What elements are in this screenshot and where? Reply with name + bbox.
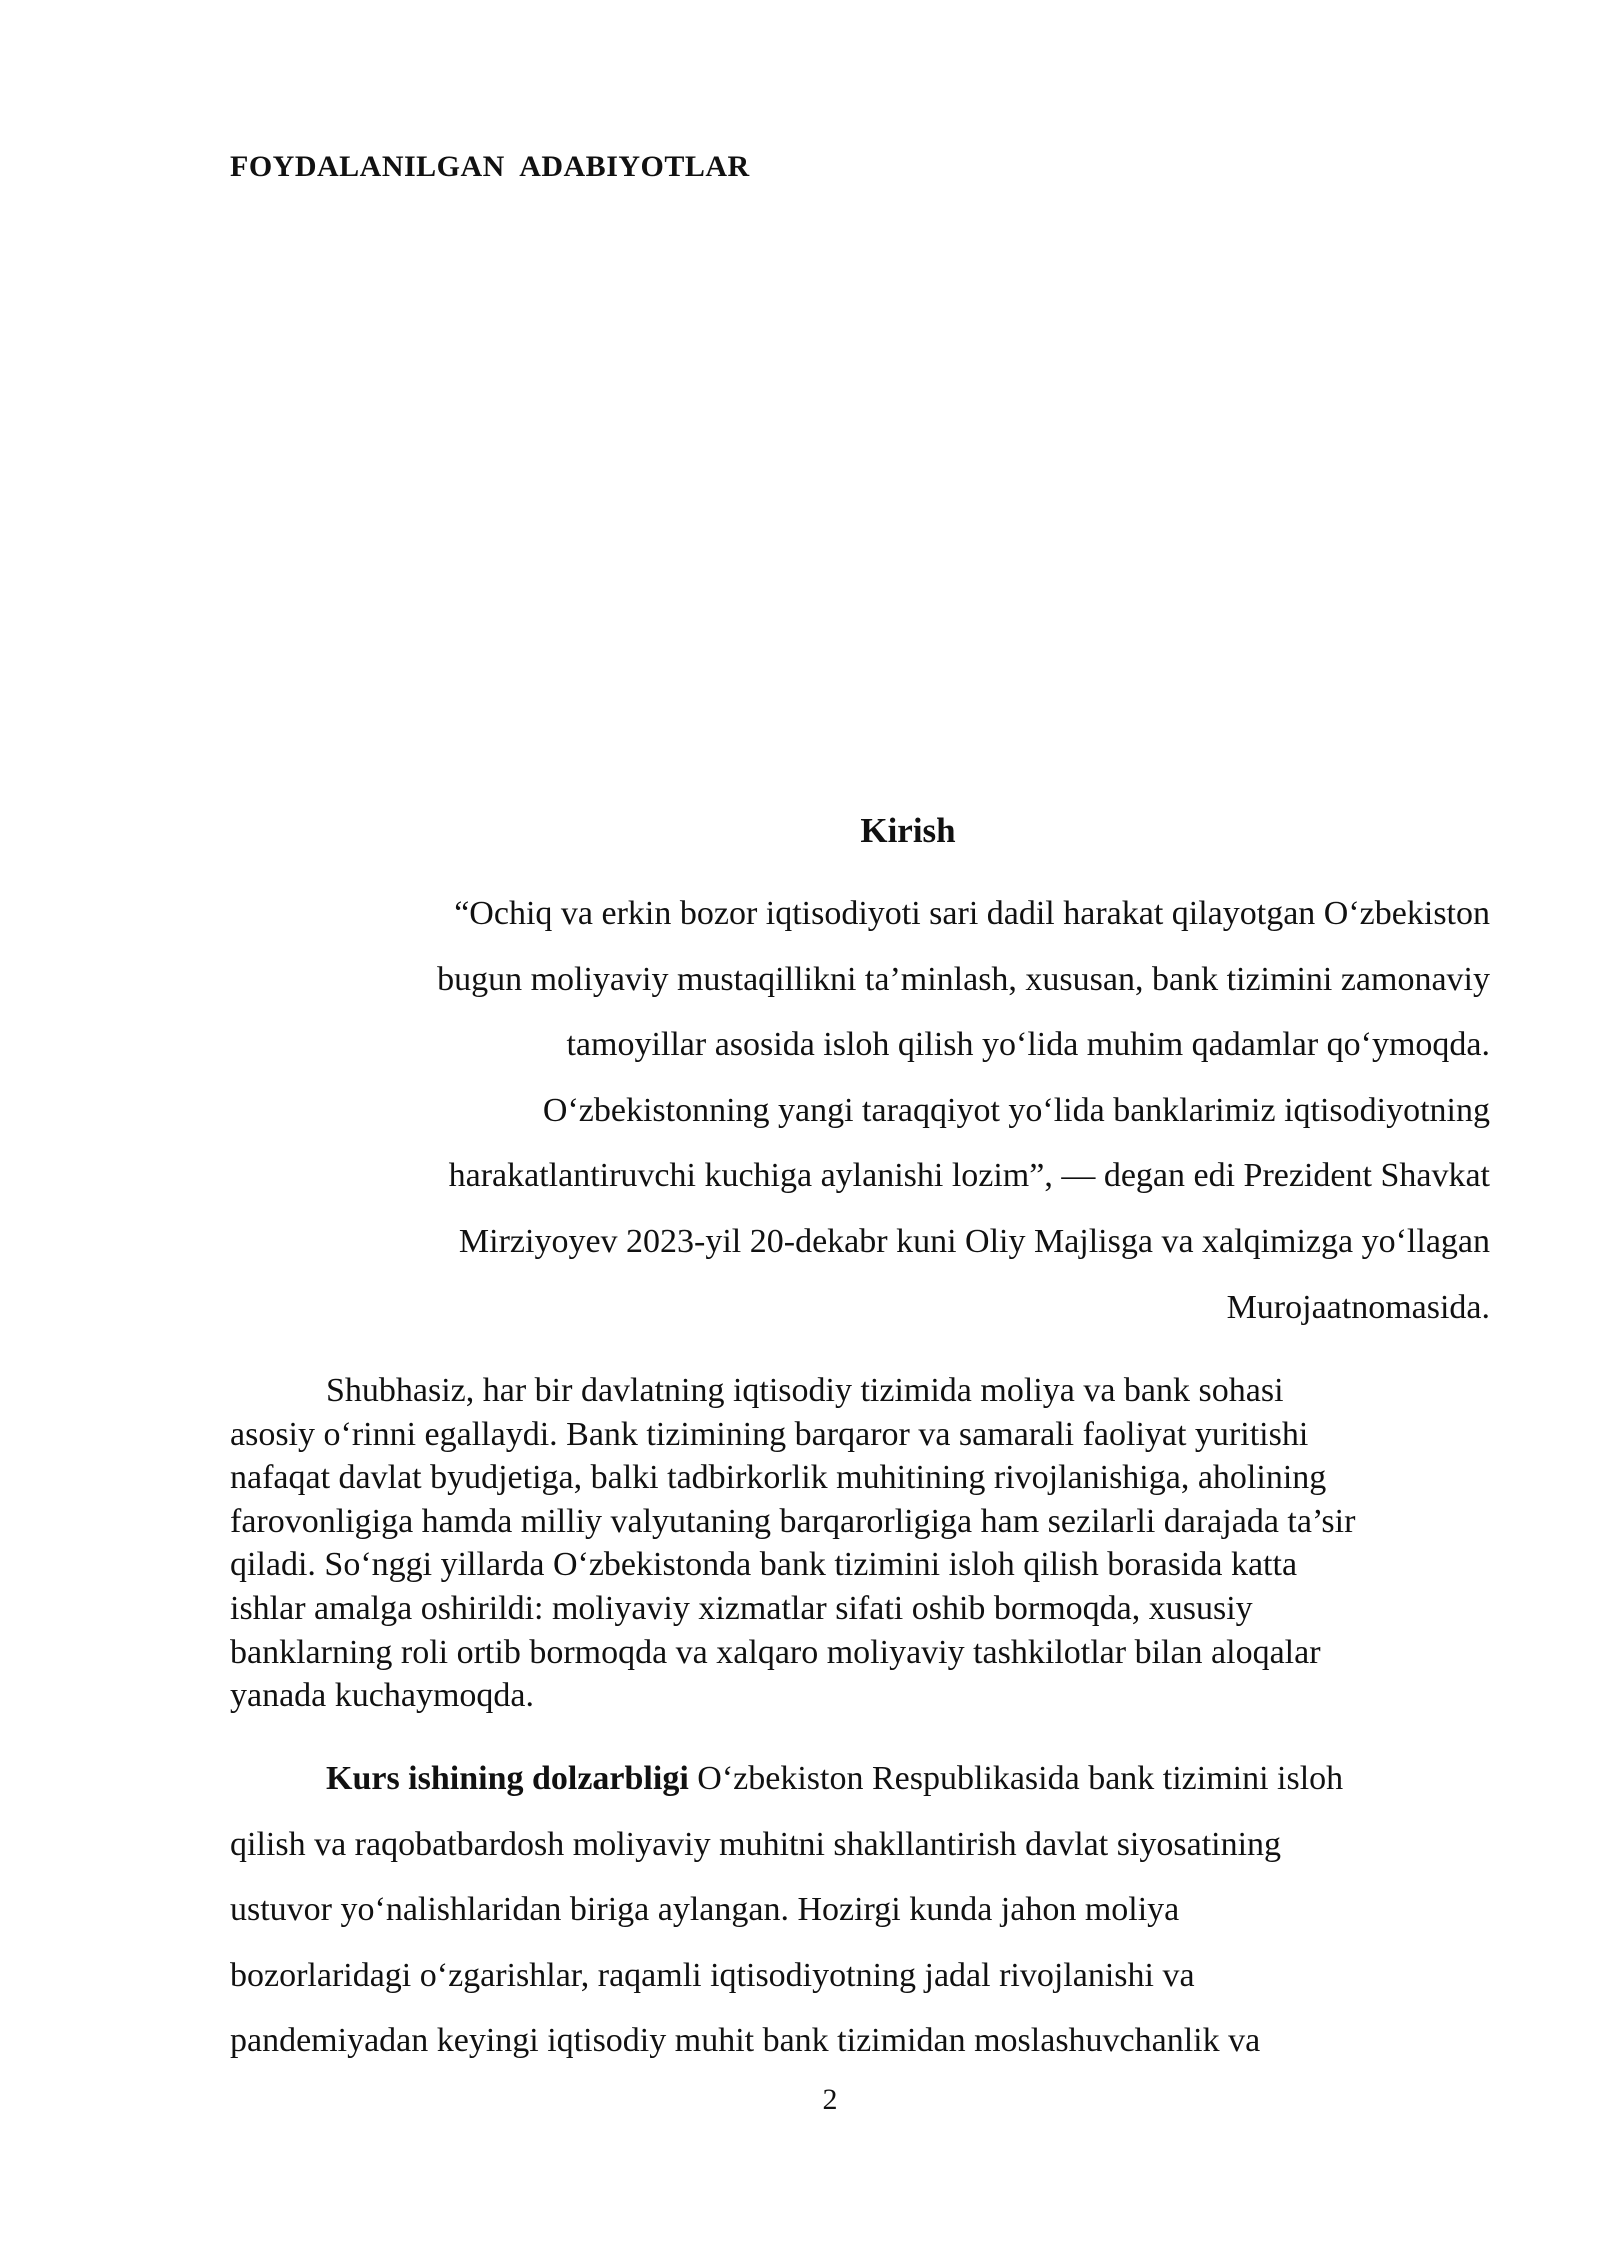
intro-paragraph-1 (230, 1369, 1490, 1718)
paragraph-line: banklarning roli ortib bormoqda va xalqaro moliyaviy tashkilotlar bilan aloqalar (230, 1633, 1321, 1671)
quote-line: Murojaatnomasida. (1226, 1288, 1490, 1326)
paragraph-line: asosiy o‘rinni egallaydi. Bank tizimining barqaror va samarali faoliyat yuritishi (230, 1415, 1309, 1453)
quote-line: “Ochiq va erkin bozor iqtisodiyoti sari dadil harakat qilayotgan O‘zbekiston (454, 895, 1490, 932)
references-heading: FOYDALANILGAN ADABIYOTLAR (230, 150, 750, 183)
quote-line: O‘zbekistonning yangi taraqqiyot yo‘lida banklarimiz iqtisodiyotning (542, 1091, 1490, 1129)
quote-line: bugun moliyaviy mustaqillikni ta’minlash, xususan, bank tizimini zamonaviy (437, 960, 1490, 998)
paragraph-line: ishlar amalga oshirildi: moliyaviy xizmatlar sifati oshib bormoqda, xususiy (230, 1589, 1253, 1627)
paragraph-line: bozorlaridagi o‘zgarishlar, raqamli iqtisodiyotning jadal rivojlanishi va (230, 1956, 1195, 1994)
paragraph-line: qiladi. So‘nggi yillarda O‘zbekistonda bank tizimini isloh qilish borasida katta (230, 1546, 1298, 1584)
paragraph-line: ustuvor yo‘nalishlaridan biriga aylangan. Hozirgi kunda jahon moliya (230, 1891, 1180, 1929)
paragraph-line: Shubhasiz, har bir davlatning iqtisodiy tizimida moliya va bank sohasi (326, 1372, 1284, 1409)
paragraph-line (230, 1746, 1490, 1812)
quote-line: tamoyillar asosida isloh qilish yo‘lida muhim qadamlar qo‘ymoqda. (566, 1026, 1490, 1064)
paragraph-line: farovonligiga hamda milliy valyutaning barqarorligiga ham sezilarli darajada ta’sir (230, 1502, 1356, 1540)
section-title-kirish: Kirish (860, 811, 956, 850)
page-number: 2 (822, 2083, 838, 2116)
quote-line: harakatlantiruvchi kuchiga aylanishi lozim”, — degan edi Prezident Shavkat (448, 1157, 1490, 1195)
relevance-lead: Kurs ishining dolzarbligi (326, 1760, 689, 1797)
relevance-paragraph (230, 1746, 1490, 2074)
quote-line: Mirziyoyev 2023-yil 20-dekabr kuni Oliy Majlisga va xalqimizga yo‘llagan (458, 1222, 1490, 1260)
paragraph-line: pandemiyadan keyingi iqtisodiy muhit bank tizimidan moslashuvchanlik va (230, 2022, 1261, 2060)
paragraph-line: nafaqat davlat byudjetiga, balki tadbirkorlik muhitining rivojlanishiga, aholining (230, 1459, 1327, 1497)
paragraph-line: yanada kuchaymoqda. (230, 1677, 534, 1715)
paragraph-line: qilish va raqobatbardosh moliyaviy muhitni shakllantirish davlat siyosatining (230, 1825, 1282, 1863)
epigraph-quote (300, 881, 1490, 1340)
relevance-first-line-text: O‘zbekiston Respublikasida bank tizimini isloh (688, 1760, 1344, 1797)
